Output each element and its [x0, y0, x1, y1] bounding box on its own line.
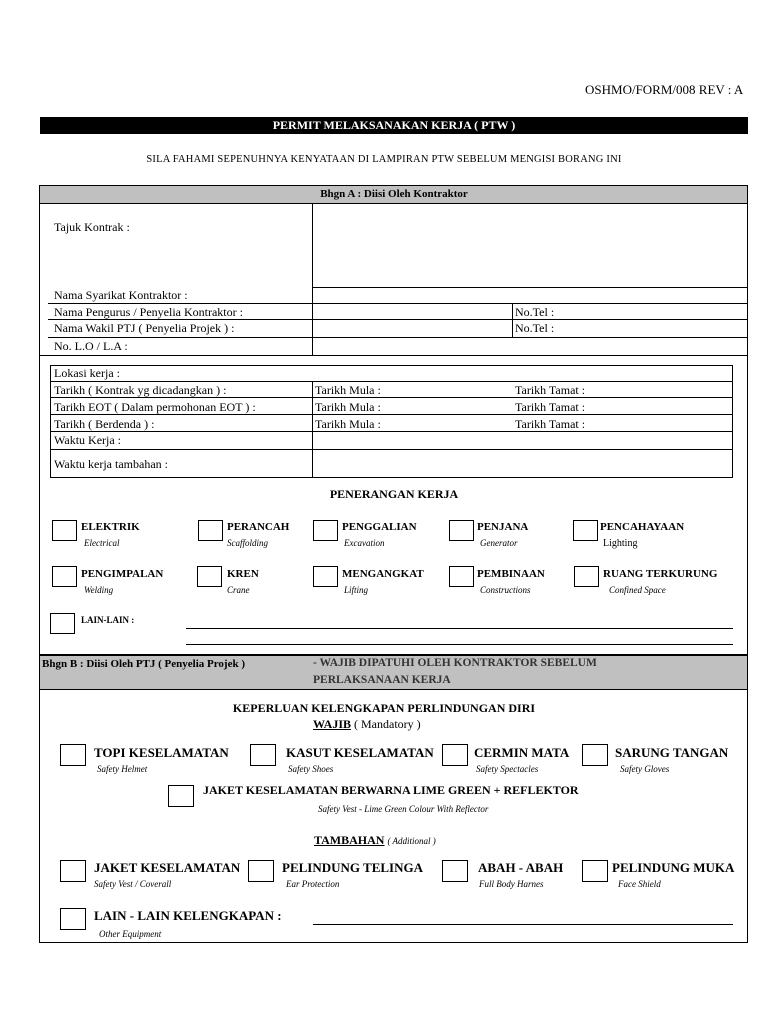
tarikh-tamat-label-2: Tarikh Tamat : [515, 400, 586, 414]
abah-abah-sub: Full Body Harnes [479, 879, 544, 889]
abah-abah-checkbox[interactable] [442, 860, 468, 882]
perancah-sub: Scaffolding [227, 538, 268, 548]
penggalian-label: PENGGALIAN [342, 521, 417, 533]
cermin-mata-checkbox[interactable] [442, 744, 468, 766]
other-equipment-sub: Other Equipment [99, 929, 162, 939]
wajib-row [313, 717, 421, 731]
pelindung-telinga-sub: Ear Protection [286, 879, 340, 889]
jaket-keselamatan-checkbox[interactable] [60, 860, 86, 882]
pengimpalan-sub: Welding [84, 585, 114, 595]
lain-lain-label: LAIN-LAIN : [81, 615, 135, 625]
waktu-tambahan-label: Waktu kerja tambahan : [54, 457, 168, 471]
no-tel-label-2: No.Tel : [515, 321, 555, 335]
ppe-title: KEPERLUAN KELENGKAPAN PERLINDUNGAN DIRI [232, 701, 536, 715]
section-b-note-1: - WAJIB DIPATUHI OLEH KONTRAKTOR SEBELUM [313, 657, 597, 669]
lain-kelengkapan-line[interactable] [313, 924, 733, 925]
nama-wakil-label: Nama Wakil PTJ ( Penyelia Projek ) : [54, 321, 235, 335]
kasut-keselamatan-sub: Safety Shoes [288, 764, 334, 774]
topi-keselamatan-checkbox[interactable] [60, 744, 86, 766]
topi-keselamatan-sub: Safety Helmet [97, 764, 148, 774]
nama-syarikat-field[interactable] [314, 289, 746, 302]
lain-lain-line-1[interactable] [186, 628, 733, 629]
tarikh-mula-label-3: Tarikh Mula : [315, 417, 381, 431]
pencahayaan-checkbox[interactable] [573, 520, 598, 541]
pembinaan-label: PEMBINAAN [477, 568, 545, 580]
tambahan-label: TAMBAHAN [314, 833, 385, 847]
pembinaan-sub: Constructions [480, 585, 531, 595]
waktu-kerja-label: Waktu Kerja : [54, 433, 122, 447]
no-tel-label-1: No.Tel : [515, 305, 555, 319]
mengangkat-sub: Lifting [344, 585, 369, 595]
penjana-checkbox[interactable] [449, 520, 474, 541]
ruang-terkurung-sub: Confined Space [609, 585, 666, 595]
perancah-label: PERANCAH [227, 521, 290, 533]
pengimpalan-label: PENGIMPALAN [81, 568, 164, 580]
sarung-tangan-label: SARUNG TANGAN [615, 745, 729, 760]
lain-kelengkapan-checkbox[interactable] [60, 908, 86, 930]
penerangan-title: PENERANGAN KERJA [329, 487, 459, 501]
elektrik-label: ELEKTRIK [81, 521, 140, 533]
additional-label: ( Additional ) [387, 836, 436, 846]
tarikh-eot-label: Tarikh EOT ( Dalam permohonan EOT ) : [54, 400, 256, 414]
tarikh-kontrak-label: Tarikh ( Kontrak yg dicadangkan ) : [54, 383, 227, 397]
mengangkat-checkbox[interactable] [313, 566, 338, 587]
tambahan-row [314, 833, 436, 848]
kren-checkbox[interactable] [197, 566, 222, 587]
penjana-label: PENJANA [477, 521, 529, 533]
lain-lain-line-2[interactable] [186, 644, 733, 645]
penggalian-checkbox[interactable] [313, 520, 338, 541]
no-tel-field-2[interactable] [560, 321, 746, 335]
topi-keselamatan-label: TOPI KESELAMATAN [94, 745, 229, 760]
vest-sub: Safety Vest - Lime Green Colour With Reflector [318, 804, 489, 814]
title-bar [40, 117, 748, 134]
pelindung-telinga-checkbox[interactable] [248, 860, 274, 882]
tajuk-kontrak-field[interactable] [314, 205, 746, 285]
nama-wakil-field[interactable] [314, 321, 510, 335]
tajuk-kontrak-label: Tajuk Kontrak : [54, 220, 130, 234]
sarung-tangan-checkbox[interactable] [582, 744, 608, 766]
vest-checkbox[interactable] [168, 785, 194, 807]
cermin-mata-label: CERMIN MATA [474, 745, 570, 760]
lain-lain-checkbox[interactable] [50, 613, 75, 634]
ruang-terkurung-checkbox[interactable] [574, 566, 599, 587]
waktu-tambahan-field[interactable] [314, 451, 731, 476]
tarikh-tamat-label-3: Tarikh Tamat : [515, 417, 586, 431]
pelindung-telinga-label: PELINDUNG TELINGA [282, 860, 423, 875]
abah-abah-label: ABAH - ABAH [478, 860, 564, 875]
penggalian-sub: Excavation [344, 538, 385, 548]
kren-label: KREN [227, 568, 259, 580]
ruang-terkurung-label: RUANG TERKURUNG [603, 568, 718, 580]
waktu-kerja-field[interactable] [314, 433, 731, 448]
form-code: OSHMO/FORM/008 REV : A [585, 82, 744, 97]
nama-pengurus-label: Nama Pengurus / Penyelia Kontraktor : [54, 305, 243, 319]
tarikh-mula-label-1: Tarikh Mula : [315, 383, 381, 397]
kasut-keselamatan-label: KASUT KESELAMATAN [286, 745, 434, 760]
kren-sub: Crane [227, 585, 250, 595]
lain-kelengkapan-label: LAIN - LAIN KELENGKAPAN : [94, 908, 282, 923]
wajib-label: WAJIB [313, 717, 352, 731]
pelindung-muka-sub: Face Shield [618, 879, 661, 889]
cermin-mata-sub: Safety Spectacles [476, 764, 539, 774]
penjana-sub: Generator [480, 538, 518, 548]
perancah-checkbox[interactable] [198, 520, 223, 541]
tarikh-tamat-label-1: Tarikh Tamat : [515, 383, 586, 397]
pencahayaan-sub: Lighting [603, 538, 638, 549]
mandatory-label: ( Mandatory ) [354, 717, 421, 731]
elektrik-checkbox[interactable] [52, 520, 77, 541]
kasut-keselamatan-checkbox[interactable] [250, 744, 276, 766]
jaket-keselamatan-label: JAKET KESELAMATAN [94, 860, 241, 875]
section-b-note-2: PERLAKSANAAN KERJA [313, 674, 451, 686]
section-a-header: Bhgn A : Diisi Oleh Kontraktor [320, 188, 468, 200]
page-title: PERMIT MELAKSANAKAN KERJA ( PTW ) [272, 118, 516, 132]
pencahayaan-label: PENCAHAYAAN [600, 521, 685, 533]
no-lo-field[interactable] [314, 339, 746, 353]
vest-label: JAKET KESELAMATAN BERWARNA LIME GREEN + REFLEKTOR [203, 783, 579, 797]
tarikh-mula-label-2: Tarikh Mula : [315, 400, 381, 414]
elektrik-sub: Electrical [84, 538, 120, 548]
pengimpalan-checkbox[interactable] [52, 566, 77, 587]
nama-pengurus-field[interactable] [314, 305, 510, 318]
tarikh-berdenda-label: Tarikh ( Berdenda ) : [54, 417, 155, 431]
pelindung-muka-label: PELINDUNG MUKA [612, 860, 735, 875]
no-tel-field-1[interactable] [560, 305, 746, 318]
section-b-header: Bhgn B : Diisi Oleh PTJ ( Penyelia Projek ) [42, 658, 245, 670]
nama-syarikat-label: Nama Syarikat Kontraktor : [54, 288, 188, 302]
no-lo-label: No. L.O / L.A : [54, 339, 128, 353]
jaket-keselamatan-sub: Safety Vest / Coverall [94, 879, 172, 889]
pembinaan-checkbox[interactable] [449, 566, 474, 587]
mengangkat-label: MENGANGKAT [342, 568, 424, 580]
lokasi-field[interactable] [130, 367, 730, 380]
lokasi-label: Lokasi kerja : [54, 366, 120, 380]
instruction-text: SILA FAHAMI SEPENUHNYA KENYATAAN DI LAMPIRAN PTW SEBELUM MENGISI BORANG INI [146, 154, 622, 165]
sarung-tangan-sub: Safety Gloves [620, 764, 670, 774]
pelindung-muka-checkbox[interactable] [582, 860, 608, 882]
